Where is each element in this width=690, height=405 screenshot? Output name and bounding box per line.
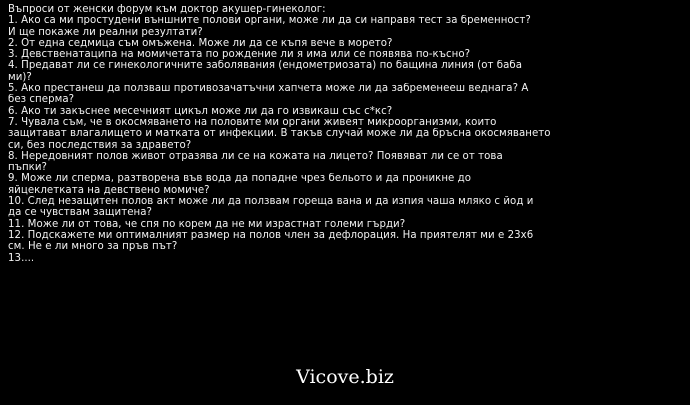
- text-line: яйцеклетката на девствено момиче?: [8, 184, 210, 196]
- text-line: да се чувствам защитена?: [8, 207, 152, 219]
- text-line: 1. Ако са ми простудени външните полови органи, може ли да си направя тест за бременност?: [8, 15, 531, 27]
- text-line: 10. След незащитен полов акт може ли да ползвам гореща вана и да изпия чаша мляко с йод и: [8, 196, 534, 208]
- text-line: 2. От една седмица съм омъжена. Може ли да се къпя вече в морето?: [8, 37, 393, 49]
- text-line: ми)?: [8, 71, 32, 83]
- heading-line: Въпроси от женски форум към доктор акушер-гинеколог:: [8, 4, 326, 15]
- text-line: си, без последствия за здравето?: [8, 139, 192, 151]
- site-watermark: Vicove.biz: [296, 366, 394, 388]
- text-line: 4. Предават ли се гинекологичните заболявания (ендометриозата) по бащина линия (от баба: [8, 60, 523, 72]
- questions-text: [8, 4, 684, 264]
- text-line: 9. Може ли сперма, разтворена във вода да попадне чрез бельото и да проникне до: [8, 173, 472, 185]
- text-line: 8. Нередовният полов живот отразява ли се на кожата на лицето? Появяват ли се от това: [8, 150, 503, 162]
- text-line: см. Не е ли много за пръв път?: [8, 241, 178, 253]
- text-line: 7. Чувала съм, че в окосмяването на половите ми органи живеят микроорганизми, които: [8, 116, 497, 128]
- text-line: пъпки?: [8, 162, 48, 174]
- text-line: 3. Девственатаципа на момичетата по рождение ли я има или се появява по-късно?: [8, 49, 471, 61]
- text-line: защитават влагалището и матката от инфекции. В такъв случай може ли да бръсна окосмяването: [8, 128, 551, 140]
- text-line: 6. Ако ти закъснее месечният цикъл може ли да го извикаш със с*кс?: [8, 105, 393, 117]
- text-line: И ще покаже ли реални резултати?: [8, 26, 203, 38]
- text-line: 11. Може ли от това, че спя по корем да не ми израстнат големи гърди?: [8, 218, 406, 230]
- text-line: 12. Подскажете ми оптималният размер на полов член за дефлорация. На приятелят ми е 23х6: [8, 229, 534, 241]
- text-line: 13....: [8, 252, 35, 264]
- text-line: 5. Ако престанеш да ползваш противозачатъчни хапчета може ли да забременееш веднага? А: [8, 83, 529, 95]
- text-line: без сперма?: [8, 94, 75, 106]
